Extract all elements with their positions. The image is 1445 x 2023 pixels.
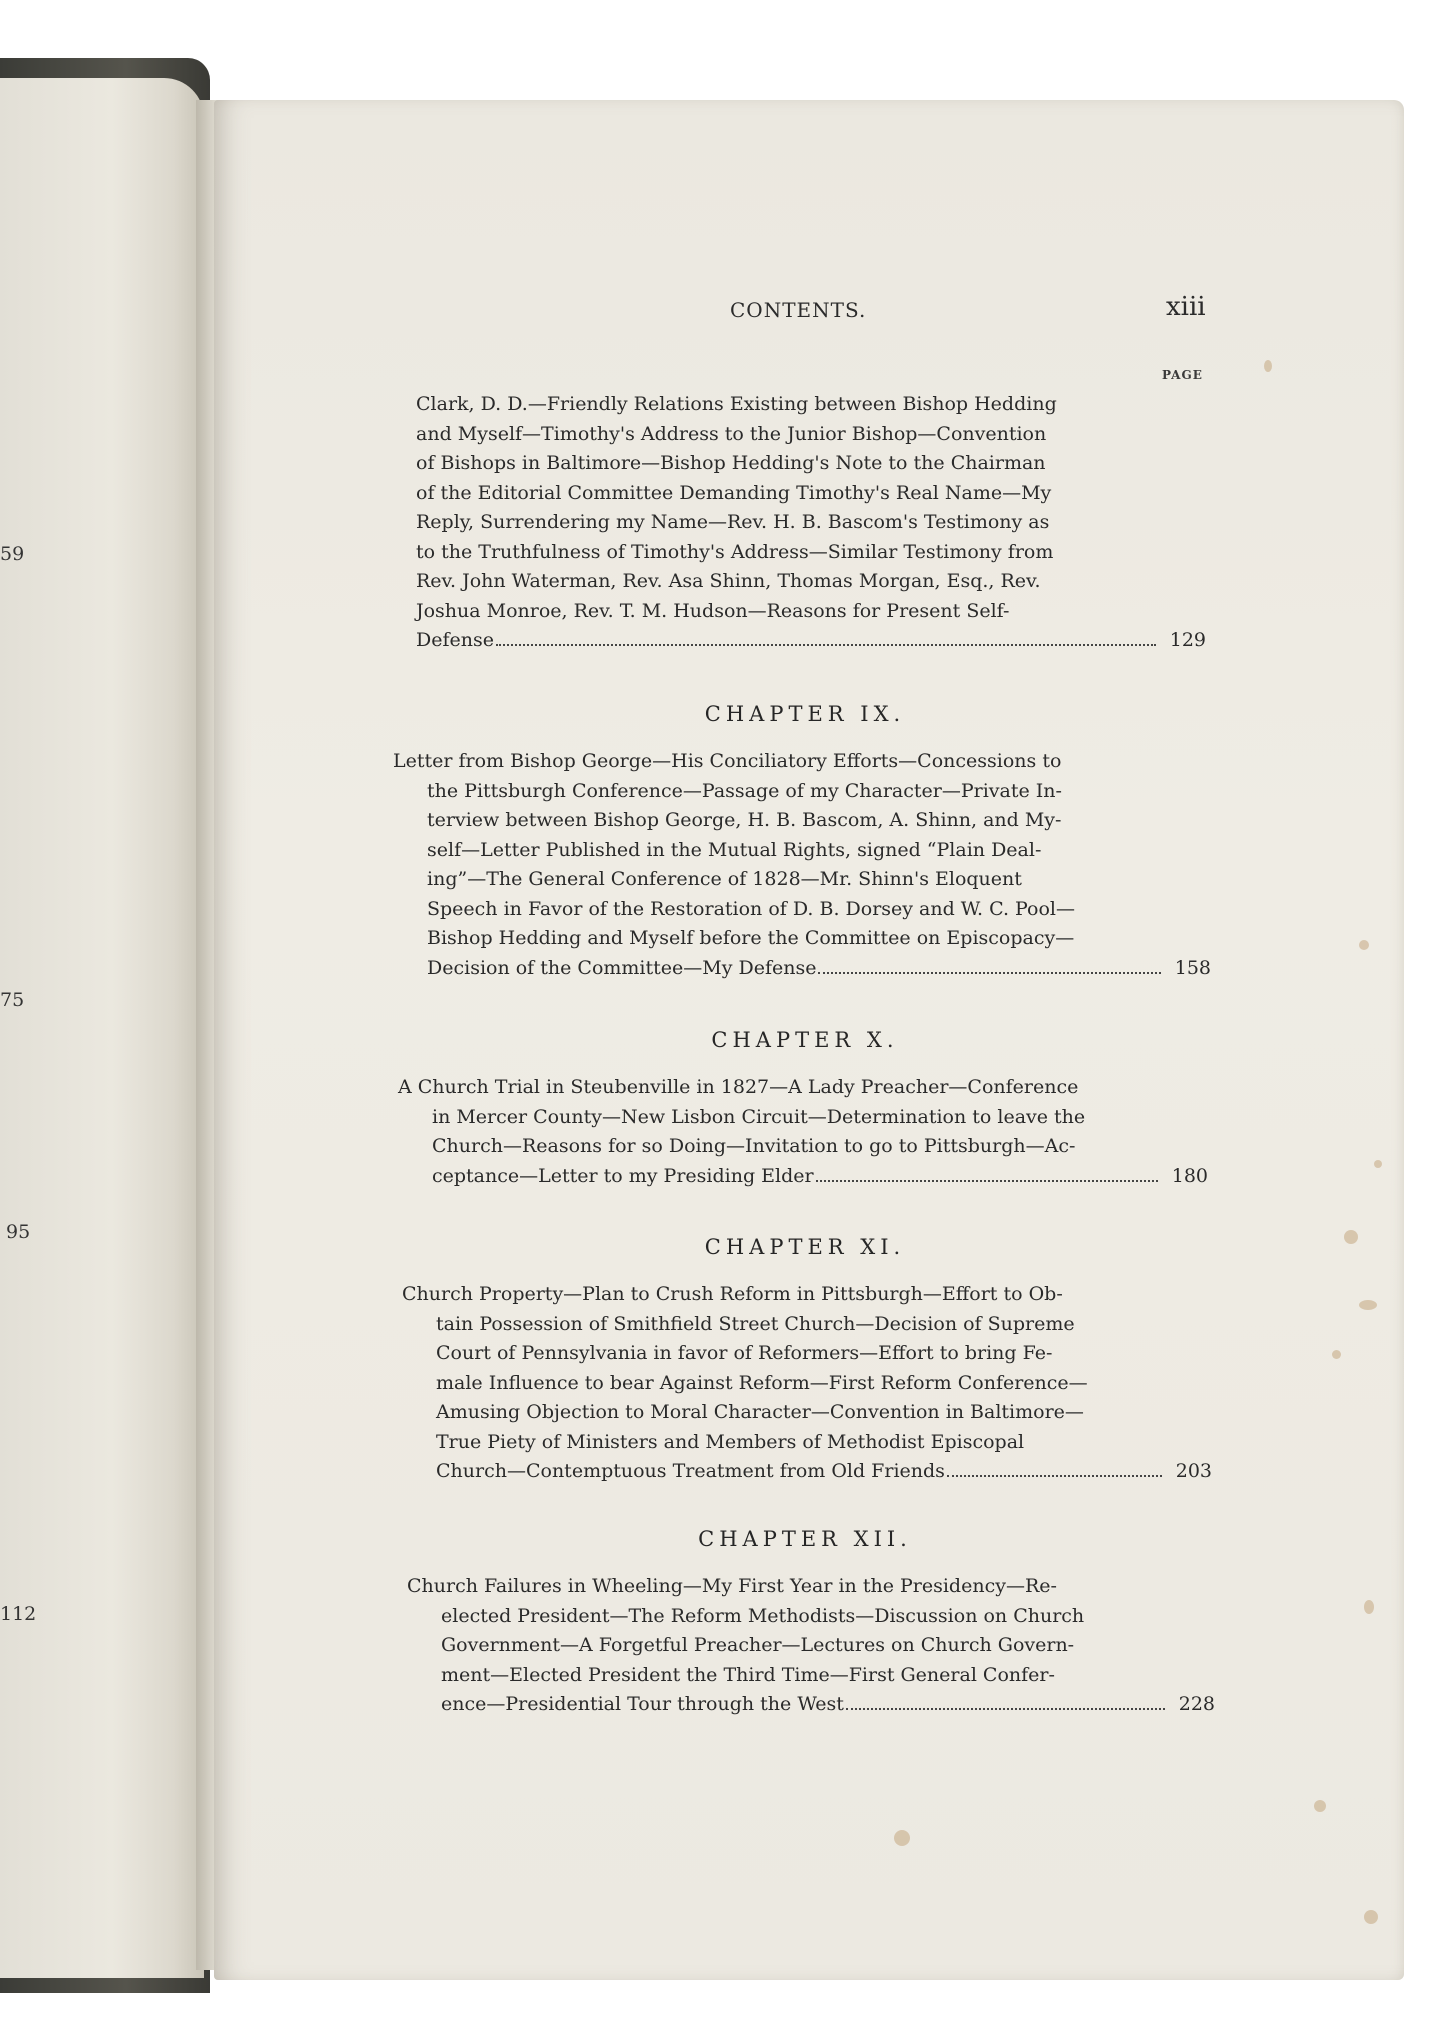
- left-page-number: 75: [0, 989, 25, 1011]
- entry-line: Church Property—Plan to Crush Reform in Pittsburgh—Effort to Ob-: [402, 1283, 1063, 1305]
- entry-line: Defense: [416, 629, 494, 651]
- entry-line: ing”—The General Conference of 1828—Mr. Shinn's Eloquent: [427, 868, 1022, 890]
- contents-entry: [407, 1572, 1215, 1720]
- entry-line: Clark, D. D.—Friendly Relations Existing between Bishop Hedding: [416, 393, 1057, 415]
- entry-line: Government—A Forgetful Preacher—Lectures on Church Govern-: [441, 1634, 1075, 1656]
- foxing-spot: [1359, 940, 1369, 950]
- left-page-number: 95: [6, 1221, 31, 1243]
- entry-line: ment—Elected President the Third Time—First General Confer-: [441, 1663, 1055, 1686]
- contents-entry: [416, 390, 1206, 656]
- dot-leader: [846, 1708, 1165, 1710]
- entry-last-line: [398, 1162, 1208, 1192]
- foxing-spot: [894, 1830, 910, 1846]
- foxing-spot: [1344, 1230, 1358, 1244]
- entry-page-number: 129: [1169, 629, 1206, 651]
- entry-line: Church Failures in Wheeling—My First Year in the Presidency—Re-: [407, 1575, 1057, 1597]
- entry-line: Reply, Surrendering my Name—Rev. H. B. Bascom's Testimony as: [416, 511, 1050, 533]
- entry-line: Speech in Favor of the Restoration of D. B. Dorsey and W. C. Pool—: [427, 897, 1076, 920]
- entry-page-number: 203: [1175, 1460, 1212, 1482]
- entry-last-line: [393, 954, 1211, 984]
- entry-line: A Church Trial in Steubenville in 1827—A Lady Preacher—Conference: [398, 1076, 1079, 1098]
- contents-entry: [393, 747, 1211, 983]
- dot-leader: [496, 644, 1156, 646]
- entry-page-number: 158: [1174, 956, 1211, 979]
- foxing-spot: [1359, 1300, 1377, 1310]
- entry-line: of Bishops in Baltimore—Bishop Hedding's Note to the Chairman: [416, 452, 1046, 474]
- entry-line: ceptance—Letter to my Presiding Elder: [432, 1164, 814, 1187]
- chapter-heading: CHAPTER IX.: [704, 702, 906, 726]
- contents-entry: [398, 1073, 1208, 1191]
- foxing-spot: [1374, 1160, 1382, 1168]
- entry-line: Church—Reasons for so Doing—Invitation to go to Pittsburgh—Ac-: [432, 1135, 1076, 1157]
- entry-line: Rev. John Waterman, Rev. Asa Shinn, Thomas Morgan, Esq., Rev.: [416, 570, 1041, 592]
- entry-line: the Pittsburgh Conference—Passage of my Character—Private In-: [427, 779, 1062, 802]
- entry-line: tain Possession of Smithfield Street Church—Decision of Supreme: [436, 1312, 1075, 1335]
- entry-line: and Myself—Timothy's Address to the Junior Bishop—Convention: [416, 422, 1047, 445]
- entry-line: in Mercer County—New Lisbon Circuit—Determination to leave the: [432, 1105, 1086, 1128]
- chapter-heading: CHAPTER X.: [711, 1028, 899, 1052]
- entry-last-line: [407, 1690, 1215, 1720]
- foxing-spot: [1314, 1800, 1326, 1812]
- entry-line: of the Editorial Committee Demanding Timothy's Real Name—My: [416, 481, 1052, 504]
- dot-leader: [816, 1180, 1158, 1182]
- left-page-number: 59: [0, 543, 25, 565]
- entry-line: to the Truthfulness of Timothy's Address—Similar Testimony from: [416, 540, 1054, 563]
- foxing-spot: [1332, 1350, 1341, 1359]
- entry-last-line: [402, 1457, 1212, 1487]
- entry-line: Court of Pennsylvania in favor of Reformers—Effort to bring Fe-: [436, 1342, 1053, 1364]
- chapter-heading: CHAPTER XI.: [704, 1235, 906, 1259]
- entry-line: Bishop Hedding and Myself before the Committee on Episcopacy—: [427, 927, 1075, 949]
- contents-entry: [402, 1280, 1212, 1487]
- foxing-spot: [1264, 360, 1272, 372]
- running-head: CONTENTS.: [730, 298, 867, 322]
- entry-line: terview between Bishop George, H. B. Bascom, A. Shinn, and My-: [427, 809, 1062, 831]
- entry-last-line: [416, 626, 1206, 656]
- left-page-number: 112: [0, 1603, 37, 1625]
- entry-line: self—Letter Published in the Mutual Rights, signed “Plain Deal-: [427, 838, 1042, 861]
- entry-line: Letter from Bishop George—His Conciliatory Efforts—Concessions to: [393, 750, 1062, 772]
- foxing-spot: [1364, 1910, 1378, 1924]
- page-column-label: PAGE: [1162, 368, 1203, 382]
- entry-line: Church—Contemptuous Treatment from Old Friends: [436, 1460, 945, 1482]
- entry-line: ence—Presidential Tour through the West: [441, 1693, 844, 1715]
- entry-line: male Influence to bear Against Reform—First Reform Conference—: [436, 1371, 1088, 1394]
- entry-line: elected President—The Reform Methodists—Discussion on Church: [441, 1604, 1085, 1627]
- entry-page-number: 180: [1171, 1164, 1208, 1187]
- dot-leader: [818, 972, 1161, 974]
- chapter-heading: CHAPTER XII.: [698, 1527, 912, 1551]
- foxing-spot: [1364, 1600, 1374, 1614]
- entry-line: Decision of the Committee—My Defense: [427, 956, 817, 979]
- entry-page-number: 228: [1178, 1693, 1215, 1715]
- left-facing-page: [0, 78, 204, 1978]
- dot-leader: [947, 1475, 1162, 1477]
- entry-line: True Piety of Ministers and Members of Methodist Episcopal: [436, 1430, 1025, 1453]
- folio-number: xiii: [1166, 292, 1206, 322]
- entry-line: Joshua Monroe, Rev. T. M. Hudson—Reasons for Present Self-: [416, 599, 1010, 622]
- entry-line: Amusing Objection to Moral Character—Convention in Baltimore—: [436, 1401, 1084, 1423]
